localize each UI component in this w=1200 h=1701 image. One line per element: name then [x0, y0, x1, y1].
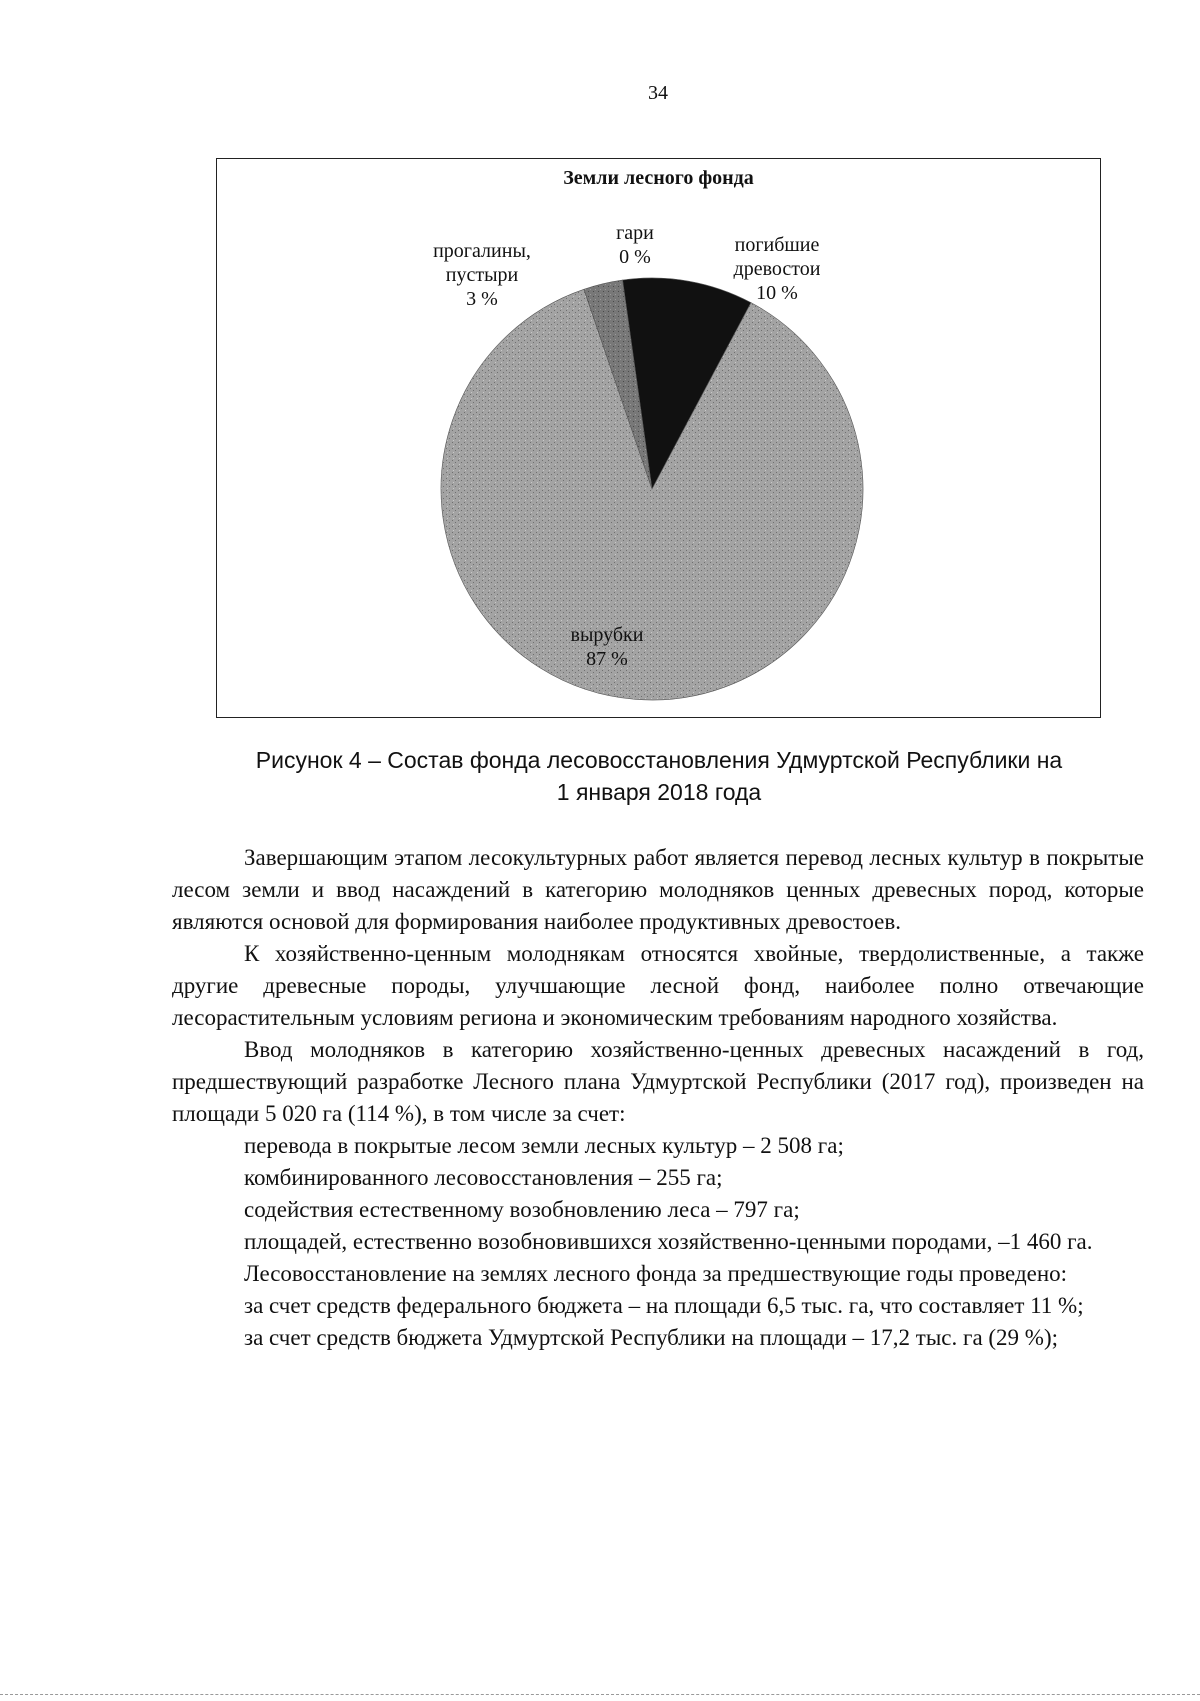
- slice-label-clearcuts-percent: 87 %: [586, 648, 628, 670]
- page-number: 34: [648, 82, 668, 104]
- slice-label-burns-percent: 0 %: [619, 246, 651, 268]
- list-item: площадей, естественно возобновившихся хозяйственно-ценными породами, –1 460 га.: [244, 1229, 1093, 1254]
- figure-caption-line1: Рисунок 4 – Состав фонда лесовосстановления Удмуртской Республики на: [255, 747, 1063, 773]
- paragraph: Ввод молодняков в категорию хозяйственно-ценных древесных насаждений в год, предшествующий разработке Лесного плана Удмуртской Республики (2017 год), произведен на площади 5 020 га (114 %), в том числе за счет:: [172, 1037, 1144, 1126]
- list-item: содействия естественному возобновлению леса – 797 га;: [244, 1197, 800, 1222]
- slice-label-burns-name: гари: [616, 222, 654, 244]
- body-text: [172, 842, 1144, 1354]
- list-item: комбинированного лесовосстановления – 255 га;: [244, 1165, 723, 1190]
- paragraph: Завершающим этапом лесокультурных работ является перевод лесных культур в покрытые лесом земли и ввод насаждений в категорию молодняков ценных древесных пород, которые являются основой для формирования наиболее продуктивных древостоев.: [172, 845, 1144, 934]
- list-item: за счет средств бюджета Удмуртской Республики на площади – 17,2 тыс. га (29 %);: [244, 1325, 1059, 1350]
- figure-caption: [160, 744, 1158, 808]
- slice-label-clearcuts: [517, 623, 697, 671]
- page-bottom-border: [0, 1694, 1200, 1695]
- list-item: перевода в покрытые лесом земли лесных культур – 2 508 га;: [244, 1133, 844, 1158]
- paragraph: Лесовосстановление на землях лесного фонда за предшествующие годы проведено:: [244, 1261, 1068, 1286]
- slice-label-glades-percent: 3 %: [466, 288, 498, 310]
- slice-label-dead-stands-line1: погибшие: [734, 234, 820, 256]
- figure-caption-line2: 1 января 2018 года: [556, 779, 762, 805]
- paragraph: К хозяйственно-ценным молоднякам относятся хвойные, твердолиственные, а также другие древесные породы, улучшающие лесной фонд, наиболее полно отвечающие лесорастительным условиям региона и экономическим требованиям народного хозяйства.: [172, 941, 1144, 1030]
- slice-label-glades-line2: пустыри: [445, 264, 519, 286]
- slice-label-glades-line1: прогалины,: [433, 240, 531, 262]
- pie-chart-frame: [216, 158, 1101, 718]
- list-item: за счет средств федерального бюджета – на площади 6,5 тыс. га, что составляет 11 %;: [244, 1293, 1084, 1318]
- slice-label-dead-stands: [707, 233, 847, 305]
- slice-label-glades: [417, 239, 547, 311]
- chart-title: Земли лесного фонда: [563, 167, 754, 189]
- slice-label-burns: [595, 221, 675, 269]
- slice-label-clearcuts-name: вырубки: [570, 624, 644, 646]
- slice-label-dead-stands-line2: древостои: [733, 258, 821, 280]
- slice-label-dead-stands-percent: 10 %: [756, 282, 798, 304]
